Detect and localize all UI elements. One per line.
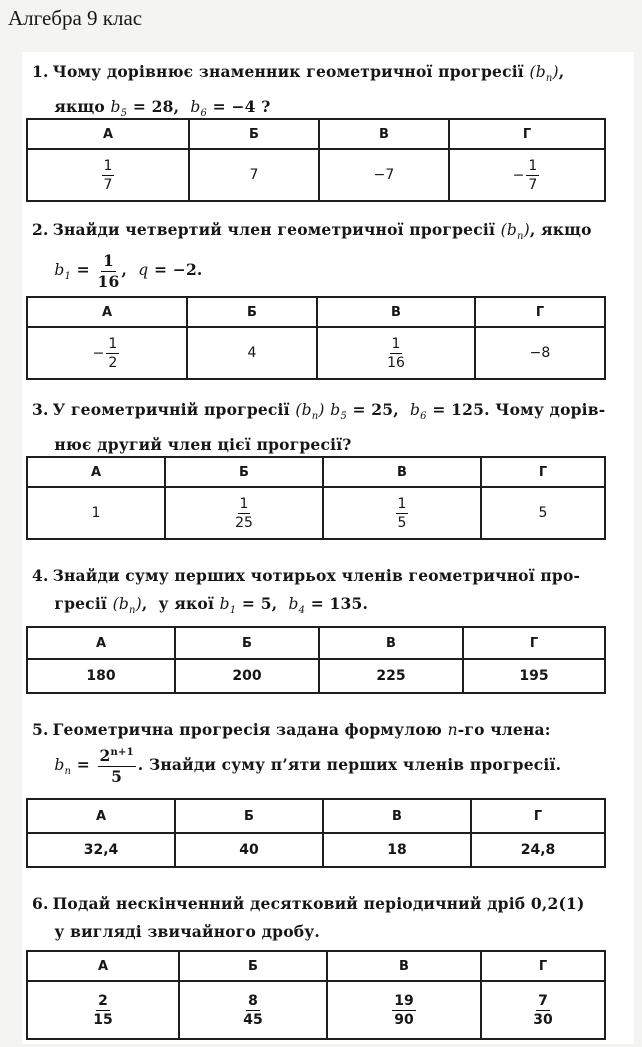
col-header-v: В bbox=[319, 119, 449, 149]
answer-5g[interactable]: 24,8 bbox=[471, 833, 605, 867]
answer-1b[interactable]: 7 bbox=[189, 149, 319, 201]
col-header-b: Б bbox=[189, 119, 319, 149]
question-2-line1: 2. Знайди четвертий член геометричної прогресії $(b_n)$, якщо bbox=[32, 220, 592, 243]
answer-2v[interactable]: $\frac{1}{16}$ bbox=[317, 327, 475, 379]
answer-6g[interactable]: $\frac{7}{30}$ bbox=[481, 981, 605, 1039]
question-6 bbox=[32, 890, 628, 946]
col-header-g: Г bbox=[481, 951, 605, 981]
answer-4b[interactable]: 200 bbox=[175, 659, 319, 693]
answer-3v[interactable]: $\frac{1}{5}$ bbox=[323, 487, 481, 539]
col-header-v: В bbox=[323, 799, 471, 833]
col-header-a: А bbox=[27, 297, 187, 327]
answer-1g[interactable]: − $\frac{1}{7}$ bbox=[449, 149, 605, 201]
answer-5v[interactable]: 18 bbox=[323, 833, 471, 867]
page-header-title: Алгебра 9 клас bbox=[8, 6, 143, 30]
question-6-line2: у вигляді звичайного дробу. bbox=[54, 922, 320, 941]
col-header-v: В bbox=[319, 627, 463, 659]
answer-6b[interactable]: $\frac{8}{45}$ bbox=[179, 981, 327, 1039]
col-header-v: В bbox=[327, 951, 481, 981]
answer-2b[interactable]: 4 bbox=[187, 327, 317, 379]
answer-table-3 bbox=[26, 456, 606, 540]
col-header-b: Б bbox=[187, 297, 317, 327]
col-header-a: А bbox=[27, 119, 189, 149]
question-5-line1: 5. Геометрична прогресія задана формулою n-го члена: bbox=[32, 720, 551, 739]
answer-5b[interactable]: 40 bbox=[175, 833, 323, 867]
answer-table-5 bbox=[26, 798, 606, 868]
answer-table-6 bbox=[26, 950, 606, 1040]
answer-4a[interactable]: 180 bbox=[27, 659, 175, 693]
answer-4v[interactable]: 225 bbox=[319, 659, 463, 693]
answer-2g[interactable]: −8 bbox=[475, 327, 605, 379]
question-3-line1: 3. У геометричній прогресії $(b_n) b_5 = 25$, $b_6 = 125$. Чому дорів- bbox=[32, 400, 606, 423]
answer-table-4 bbox=[26, 626, 606, 694]
question-4-line2: гресії $(b_n)$, у якої $b_1 = 5$, $b_4 = 135$. bbox=[32, 594, 369, 617]
worksheet bbox=[22, 52, 634, 1044]
col-header-a: А bbox=[27, 627, 175, 659]
col-header-g: Г bbox=[463, 627, 605, 659]
question-3 bbox=[32, 396, 628, 459]
answer-3a[interactable]: 1 bbox=[27, 487, 165, 539]
col-header-g: Г bbox=[475, 297, 605, 327]
col-header-b: Б bbox=[165, 457, 323, 487]
question-5-line2: $b_n$ = $\frac{2^{n+1}}{5}$ . Знайди суму п’яти перших членів прогресії. bbox=[54, 746, 562, 786]
question-2-line2: $b_1$ = $\frac{1}{16}$ , q = −2. bbox=[54, 251, 203, 291]
col-header-b: Б bbox=[179, 951, 327, 981]
question-2 bbox=[32, 216, 628, 291]
col-header-v: В bbox=[323, 457, 481, 487]
question-1-line1: 1. Чому дорівнює знаменник геометричної прогресії $(b_n)$, bbox=[32, 62, 565, 85]
answer-4g[interactable]: 195 bbox=[463, 659, 605, 693]
answer-table-1 bbox=[26, 118, 606, 202]
col-header-a: А bbox=[27, 457, 165, 487]
answer-3b[interactable]: $\frac{1}{25}$ bbox=[165, 487, 323, 539]
answer-1v[interactable]: −7 bbox=[319, 149, 449, 201]
question-6-line1: 6. Подай нескінченний десятковий періодичний дріб 0,2(1) bbox=[32, 894, 585, 913]
col-header-g: Г bbox=[449, 119, 605, 149]
col-header-b: Б bbox=[175, 627, 319, 659]
col-header-v: В bbox=[317, 297, 475, 327]
col-header-g: Г bbox=[481, 457, 605, 487]
col-header-a: А bbox=[27, 951, 179, 981]
col-header-a: А bbox=[27, 799, 175, 833]
question-3-line2: нює другий член цієї прогресії? bbox=[54, 435, 352, 455]
col-header-g: Г bbox=[471, 799, 605, 833]
answer-table-2 bbox=[26, 296, 606, 380]
col-header-b: Б bbox=[175, 799, 323, 833]
question-5 bbox=[32, 716, 628, 786]
answer-1a[interactable]: $\frac{1}{7}$ bbox=[27, 149, 189, 201]
question-4-line1: 4. Знайди суму перших чотирьох членів геометричної про- bbox=[32, 566, 581, 585]
question-4 bbox=[32, 562, 628, 625]
answer-6a[interactable]: $\frac{2}{15}$ bbox=[27, 981, 179, 1039]
question-1-line2: якщо $b_5 = 28$, $b_6 = -4$ ? bbox=[32, 97, 271, 120]
answer-5a[interactable]: 32,4 bbox=[27, 833, 175, 867]
answer-2a[interactable]: − $\frac{1}{2}$ bbox=[27, 327, 187, 379]
answer-3g[interactable]: 5 bbox=[481, 487, 605, 539]
answer-6v[interactable]: $\frac{19}{90}$ bbox=[327, 981, 481, 1039]
